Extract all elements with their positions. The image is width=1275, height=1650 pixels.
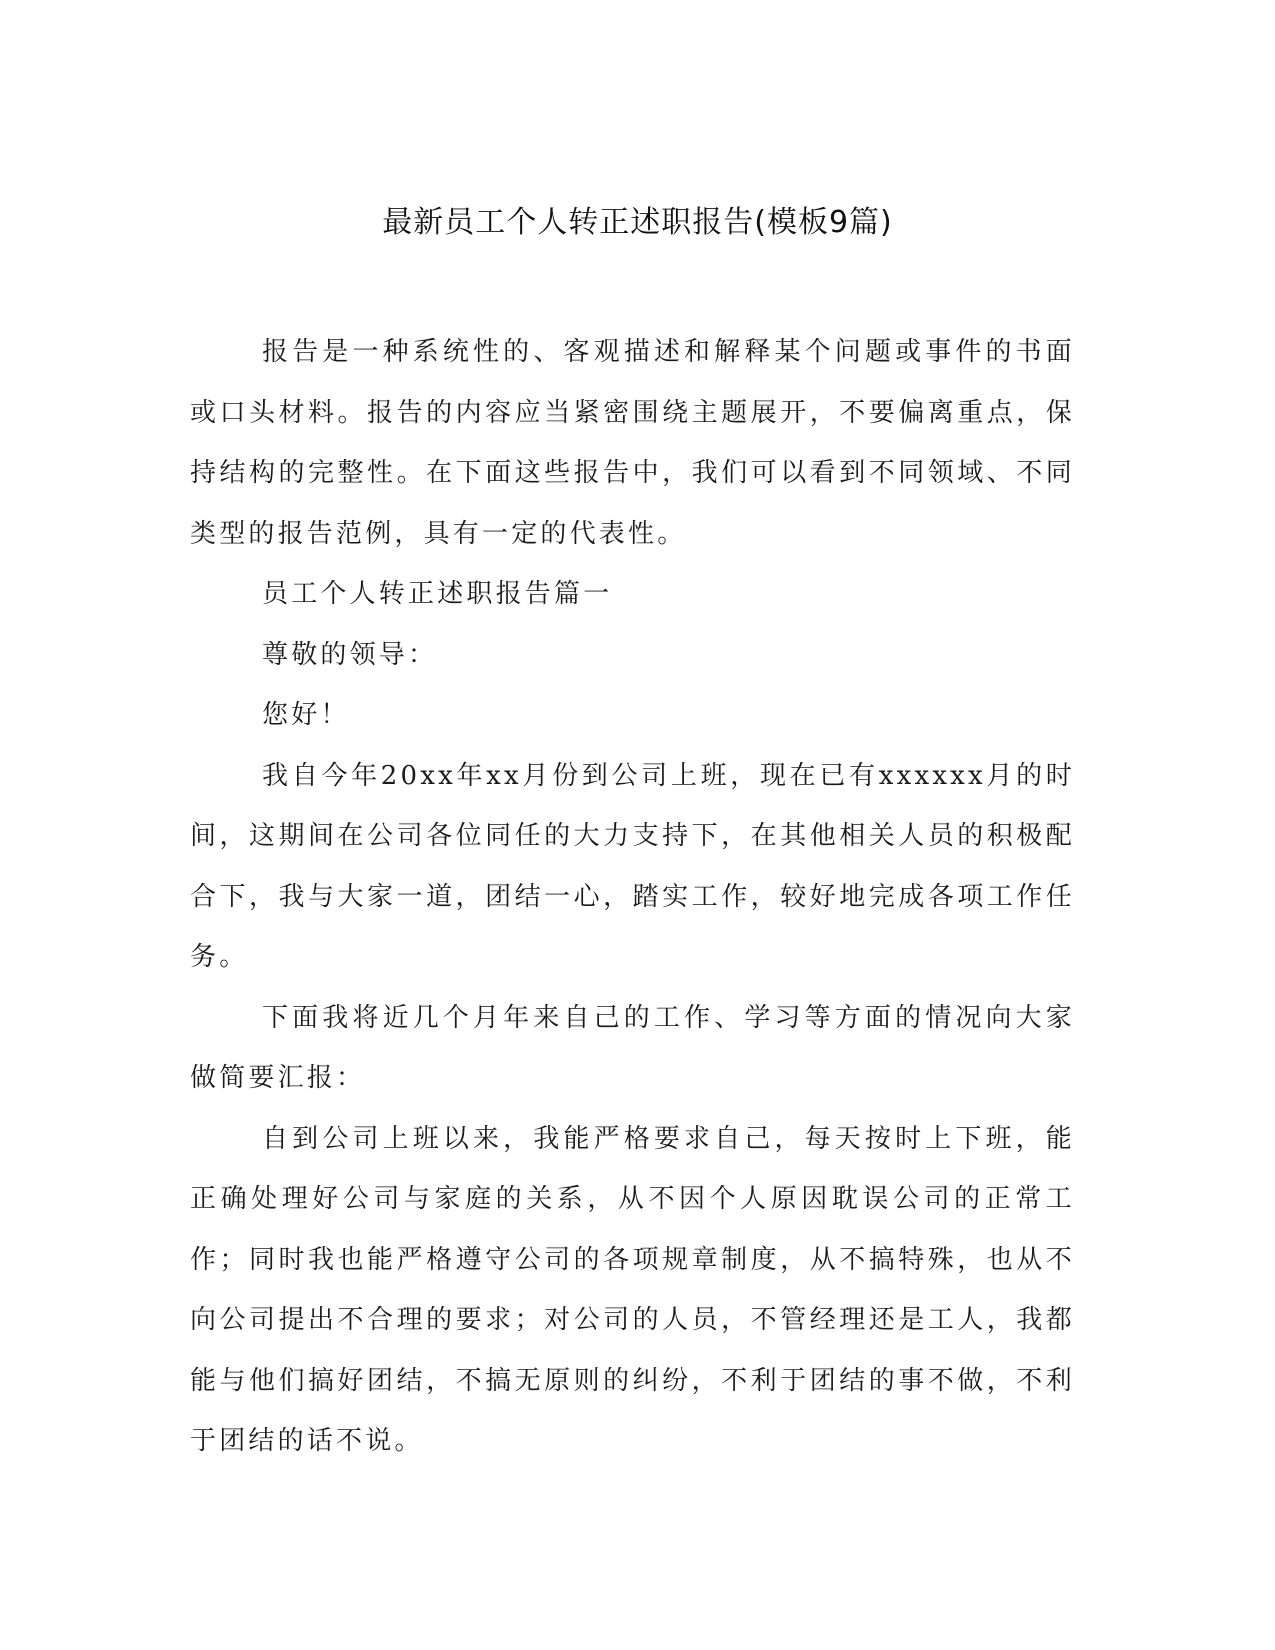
- body-paragraph: 自到公司上班以来，我能严格要求自己，每天按时上下班，能正确处理好公司与家庭的关系，从不因个人原因耽误公司的正常工作；同时我也能严格遵守公司的各项规章制度，从不搞特殊，也从不向公司提出不合理的要求；对公司的人员，不管经理还是工人，我都能与他们搞好团结，不搞无原则的纠纷，不利于团结的事不做，不利于团结的话不说。: [190, 1123, 1075, 1456]
- section-heading: 员工个人转正述职报告篇一: [262, 579, 613, 609]
- salutation: 尊敬的领导：: [262, 639, 438, 670]
- intro-paragraph: 报告是一种系统性的、客观描述和解释某个问题或事件的书面或口头材料。报告的内容应当紧密围绕主题展开，不要偏离重点，保持结构的完整性。在下面这些报告中，我们可以看到不同领域、不同类型的报告范例，具有一定的代表性。: [190, 337, 1075, 549]
- document-body: [190, 322, 1075, 1472]
- document-title: 最新员工个人转正述职报告(模板9篇): [382, 205, 893, 240]
- body-paragraph: 我自今年20xx年xx月份到公司上班，现在已有xxxxxx月的时间，这期间在公司各位同任的大力支持下，在其他相关人员的积极配合下，我与大家一道，团结一心，踏实工作，较好地完成各项工作任务。: [190, 760, 1075, 972]
- greeting: 您好！: [262, 700, 350, 730]
- body-paragraph: 下面我将近几个月年来自己的工作、学习等方面的情况向大家做简要汇报：: [190, 1002, 1075, 1093]
